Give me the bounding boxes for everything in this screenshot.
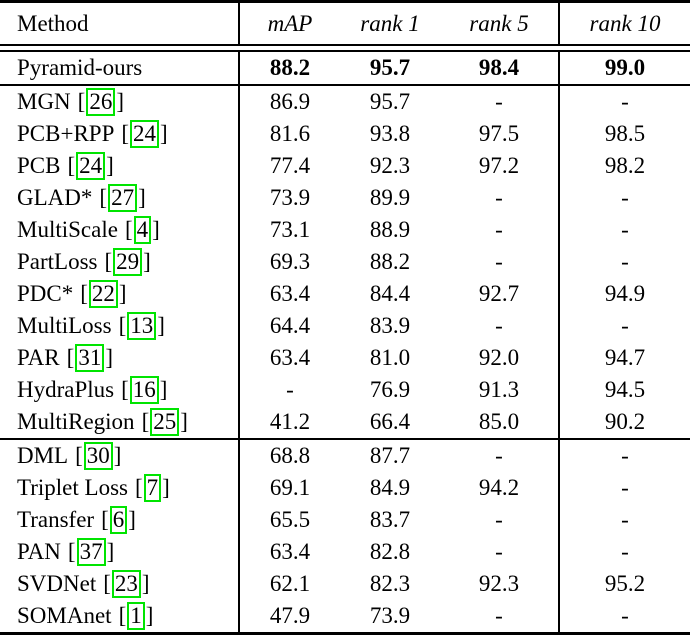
citation-bracket-close: ] [128,507,136,532]
map-value: 47.9 [269,603,311,628]
method-name: SVDNet [17,571,97,596]
citation-bracket-close: ] [141,571,150,596]
citation-bracket-open: [ [118,603,127,628]
method-name: Transfer [17,507,95,532]
citation-link[interactable] [68,538,114,566]
rank1-value: 66.4 [369,409,411,434]
citation-bracket-open: [ [67,539,76,564]
header-double-rule [0,44,690,52]
map-value: - [286,377,294,402]
table-row [0,182,690,214]
citation-bracket-close: ] [106,539,115,564]
rank5-value: 94.2 [440,472,560,504]
rank1-value: 82.8 [369,539,411,564]
method-cell [0,536,240,568]
method-cell [0,182,240,214]
citation-number: 13 [127,312,156,340]
rank5-value: 85.0 [440,406,560,438]
citation-number: 16 [130,376,159,404]
rank1-value: 87.7 [369,443,411,468]
citation-link[interactable] [78,88,124,116]
method-name: PartLoss [17,249,98,274]
column-header-rank5: rank 5 [440,3,560,44]
rank5-value: - [440,214,560,246]
citation-link[interactable] [119,312,165,340]
table-row [0,150,690,182]
table-row [0,472,690,504]
column-header-method: Method [0,3,240,44]
rank5-value: - [440,504,560,536]
table-row [0,310,690,342]
citation-bracket-close: ] [105,345,113,370]
rank5-value: 91.3 [440,374,560,406]
rank1-value: 84.9 [369,475,411,500]
map-value: 63.4 [269,539,311,564]
citation-link[interactable] [67,152,113,180]
table-row [0,536,690,568]
citation-link[interactable] [99,184,145,212]
rank5-value: - [440,536,560,568]
column-header-rank1: rank 1 [360,10,420,36]
rank10-value: - [621,507,629,532]
citation-bracket-open: [ [121,377,129,402]
rank5-value: - [440,600,560,632]
method-cell [0,342,240,374]
map-value: 63.4 [269,281,311,306]
citation-number: 6 [110,506,128,534]
rank5-value: - [440,310,560,342]
method-name: PDC* [17,281,74,306]
table-row [0,214,690,246]
rank5-value: - [440,182,560,214]
table-row [0,440,690,472]
rank10-value: - [621,475,629,500]
section-part-based-methods [0,86,690,438]
rank10-value: 95.2 [604,571,646,596]
method-name: MGN [17,89,71,114]
citation-link[interactable] [67,344,113,372]
method-name: HydraPlus [17,377,115,402]
method-cell [0,86,240,118]
citation-bracket-close: ] [113,443,122,468]
method-cell [0,600,240,632]
rank1-value: 93.8 [369,121,411,146]
citation-number: 30 [84,442,113,470]
method-cell [0,440,240,472]
method-name: SOMAnet [17,603,112,628]
citation-link[interactable] [101,506,136,534]
method-name: Triplet Loss [17,475,128,500]
rank5-value: 92.7 [440,278,560,310]
citation-number: 7 [144,474,162,502]
citation-link[interactable] [105,248,151,276]
citation-number: 25 [150,408,179,436]
map-value: 77.4 [269,153,311,178]
citation-bracket-open: [ [141,409,150,434]
method-cell [0,118,240,150]
rank1-value: 76.9 [369,377,411,402]
table-header-row [0,3,690,44]
rank5-value: - [440,440,560,472]
citation-bracket-close: ] [180,409,188,434]
method-name: MultiLoss [17,313,112,338]
citation-bracket-close: ] [152,217,160,242]
citation-link[interactable] [135,474,170,502]
rank10-value: - [621,89,629,114]
citation-bracket-close: ] [145,603,154,628]
map-value: 88.2 [269,55,311,80]
method-cell [0,374,240,406]
citation-bracket-open: [ [67,153,76,178]
table-row [0,246,690,278]
citation-number: 37 [77,538,106,566]
citation-number: 22 [89,280,118,308]
method-name: PCB+RPP [17,121,115,146]
rank1-value: 83.7 [369,507,411,532]
method-name: Pyramid-ours [17,55,143,80]
citation-link[interactable] [119,602,154,630]
citation-link[interactable] [142,408,188,436]
rank5-value: - [440,246,560,278]
map-value: 65.5 [269,507,311,532]
citation-link[interactable] [103,570,149,598]
table-row [0,342,690,374]
map-value: 86.9 [269,89,311,114]
rank10-value: 94.5 [604,377,646,402]
citation-bracket-close: ] [116,89,125,114]
rank10-value: 94.9 [604,281,646,306]
table-row [0,278,690,310]
rank10-value: - [621,603,629,628]
citation-number: 31 [75,344,104,372]
method-name: PCB [17,153,61,178]
citation-bracket-open: [ [77,89,86,114]
map-value: 73.1 [269,217,311,242]
table-row [0,86,690,118]
method-name: MultiScale [17,217,118,242]
rank1-value: 88.2 [369,249,411,274]
rank10-value: - [621,539,629,564]
citation-bracket-close: ] [118,281,127,306]
map-value: 63.4 [269,345,311,370]
map-value: 73.9 [269,185,311,210]
table-row [0,118,690,150]
citation-bracket-open: [ [134,475,143,500]
method-cell [0,278,240,310]
method-cell [0,504,240,536]
rank1-value: 95.7 [369,55,411,80]
table-row [0,374,690,406]
method-cell [0,568,240,600]
citation-number: 24 [130,120,159,148]
citation-bracket-open: [ [66,345,75,370]
rank1-value: 88.9 [369,217,411,242]
method-cell [0,246,240,278]
column-header-rank10: rank 10 [589,10,661,36]
method-name: DML [17,443,69,468]
citation-number: 24 [76,152,105,180]
section-ours [0,52,690,84]
citation-number: 23 [112,570,141,598]
citation-link[interactable] [121,376,167,404]
table-row [0,600,690,632]
map-value: 64.4 [269,313,311,338]
map-value: 69.3 [269,249,311,274]
method-cell [0,310,240,342]
citation-bracket-close: ] [162,475,170,500]
citation-link[interactable] [80,280,126,308]
method-cell [0,150,240,182]
rank10-value: 98.2 [604,153,646,178]
table-row [0,52,690,84]
method-cell [0,406,240,438]
citation-bracket-open: [ [99,185,108,210]
citation-bracket-close: ] [143,249,151,274]
rank10-value: - [621,249,629,274]
method-name: PAR [17,345,60,370]
map-value: 62.1 [269,571,311,596]
citation-bracket-close: ] [160,121,168,146]
table-row [0,406,690,438]
citation-bracket-close: ] [106,153,114,178]
rank1-value: 73.9 [369,603,411,628]
citation-bracket-close: ] [159,377,168,402]
rank5-value: - [440,86,560,118]
column-header-map: mAP [267,10,313,36]
table-row [0,568,690,600]
rank10-value: 98.5 [604,121,646,146]
method-cell [0,52,240,84]
rank5-value: 92.3 [440,568,560,600]
citation-number: 29 [113,248,142,276]
rank1-value: 84.4 [369,281,411,306]
rank10-value: - [621,313,629,338]
citation-link[interactable] [121,120,167,148]
citation-bracket-close: ] [138,185,146,210]
citation-bracket-open: [ [118,313,127,338]
method-name: MultiRegion [17,409,135,434]
rank1-value: 92.3 [369,153,411,178]
citation-link[interactable] [125,216,160,244]
rank10-value: - [621,185,629,210]
citation-bracket-close: ] [157,313,165,338]
method-cell [0,214,240,246]
table-row [0,504,690,536]
rank10-value: - [621,217,629,242]
citation-link[interactable] [75,442,121,470]
citation-number: 26 [86,88,115,116]
rank10-value: - [621,443,629,468]
method-name: PAN [17,539,61,564]
section-other-methods [0,440,690,632]
citation-bracket-open: [ [80,281,88,306]
citation-bracket-open: [ [124,217,133,242]
method-name: GLAD* [17,185,93,210]
citation-bracket-open: [ [75,443,83,468]
rank1-value: 89.9 [369,185,411,210]
citation-number: 1 [127,602,145,630]
citation-bracket-open: [ [104,249,113,274]
method-cell [0,472,240,504]
rank1-value: 83.9 [369,313,411,338]
rank1-value: 82.3 [369,571,411,596]
rank5-value: 98.4 [440,52,560,84]
map-value: 68.8 [269,443,311,468]
map-value: 69.1 [269,475,311,500]
citation-number: 4 [134,216,152,244]
citation-bracket-open: [ [101,507,109,532]
rank5-value: 97.2 [440,150,560,182]
map-value: 81.6 [269,121,311,146]
rank1-value: 95.7 [369,89,411,114]
rank5-value: 92.0 [440,342,560,374]
rank10-value: 99.0 [604,55,646,80]
citation-number: 27 [108,184,137,212]
rank10-value: 94.7 [604,345,646,370]
citation-bracket-open: [ [121,121,130,146]
rank5-value: 97.5 [440,118,560,150]
rank10-value: 90.2 [604,409,646,434]
citation-bracket-open: [ [103,571,111,596]
rank1-value: 81.0 [369,345,411,370]
map-value: 41.2 [269,409,311,434]
